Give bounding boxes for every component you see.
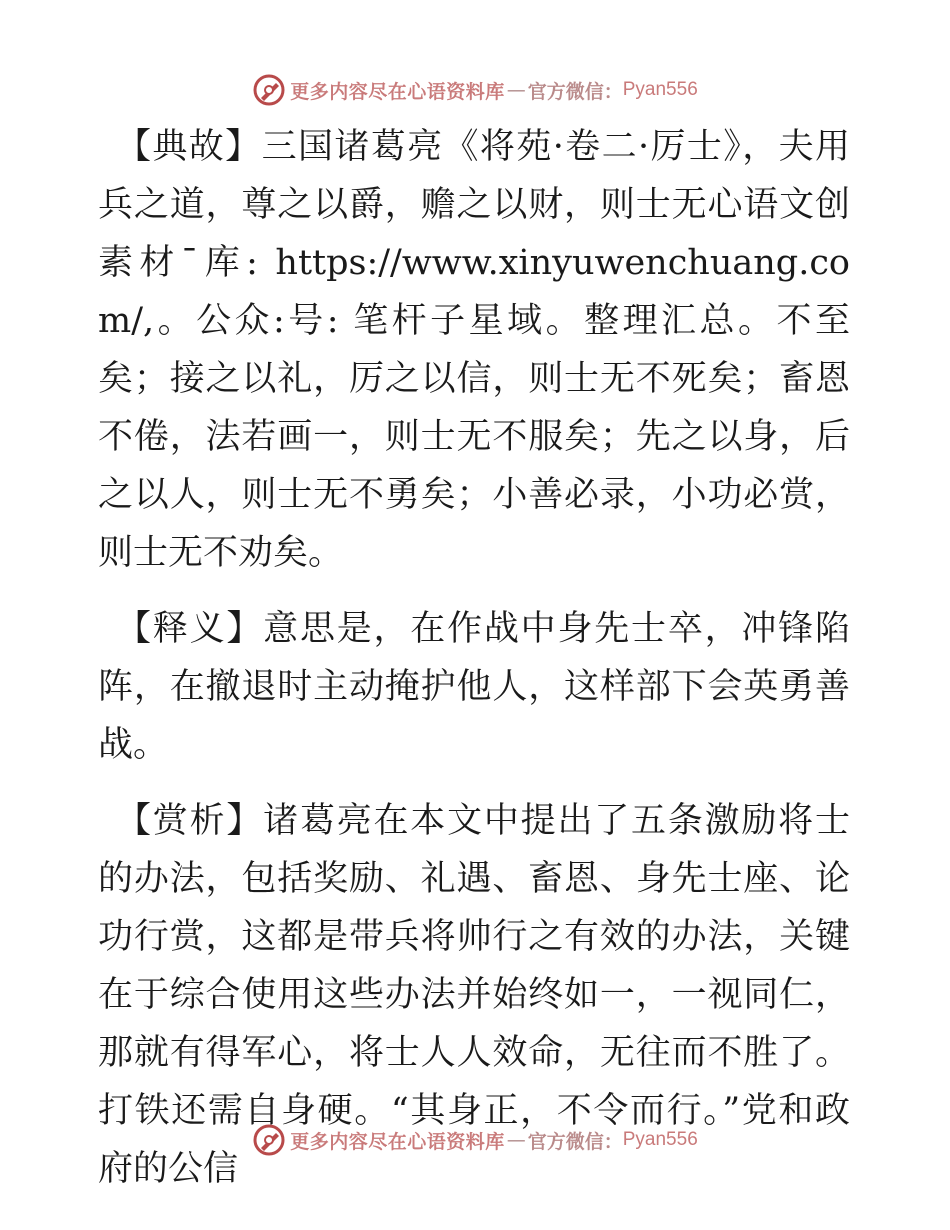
header-banner [0,70,950,110]
banner-wechat-label: 官方微信： [527,80,623,103]
logo-icon [252,73,286,107]
banner-text: 更多内容尽在心语资料库 [290,1130,505,1153]
logo-icon [252,1123,286,1157]
banner-wechat-id: Pyan556 [622,1129,698,1150]
tag-appreciation: 【赏析】 [116,801,264,841]
text-interpretation: 意思是，在作战中身先士卒，冲锋陷阵，在撤退时主动掩护他人，这样部下会英勇善战。 [98,609,850,765]
banner-text: 更多内容尽在心语资料库 [290,80,505,103]
document-body [98,118,850,1216]
banner-separator: — [506,79,526,101]
tag-allusion: 【典故】 [116,127,262,167]
text-allusion: 三国诸葛亮《将苑·卷二·厉士》，夫用兵之道，尊之以爵，赡之以财，则士无心语文创素材¯库: https://www.xinyuwenchuang.com/,。公众:号: 笔杆子星域。整理汇总。不至矣；接之以礼，厉之以信，则士无不死矣；畜恩不倦，法若画一，则士无不服矣；先之以身，后之以人，则士无不勇矣；小善必录，小功必赏，则士无不劝矣。 [98,127,850,573]
paragraph-interpretation [98,600,850,774]
banner-wechat-id: Pyan556 [622,79,698,100]
tag-interpretation: 【释义】 [116,609,264,649]
paragraph-allusion [98,118,850,582]
banner-wechat-label: 官方微信： [527,1130,623,1153]
footer-banner [0,1120,950,1160]
banner-separator: — [506,1129,526,1151]
text-appreciation: 诸葛亮在本文中提出了五条激励将士的办法，包括奖励、礼遇、畜恩、身先士座、论功行赏，这都是带兵将帅行之有效的办法，关键在于综合使用这些办法并始终如一，一视同仁，那就有得军心，将士人人效命，无往而不胜了。打铁还需自身硬。“其身正，不令而行。”党和政府的公信 [98,801,850,1189]
